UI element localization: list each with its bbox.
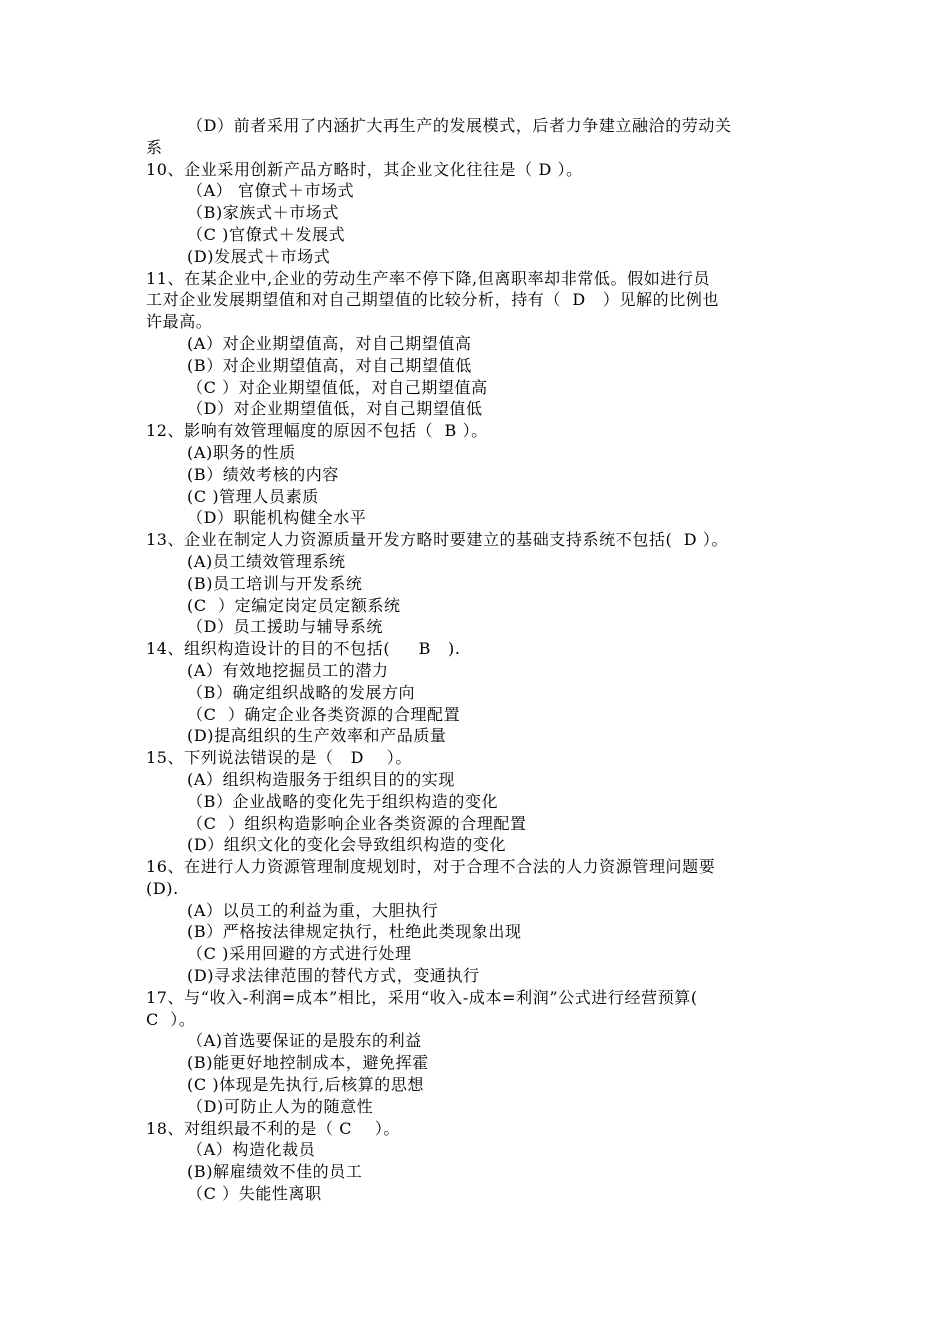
option-line: （C )采用回避的方式进行处理 xyxy=(187,944,412,964)
option-line: (B)能更好地控制成本，避免挥霍 xyxy=(187,1053,429,1073)
option-line: (C ）定编定岗定员定额系统 xyxy=(187,595,401,615)
question-line: 10、企业采用创新产品方略时，其企业文化往往是（ D ）。 xyxy=(146,159,583,179)
option-line: （C )官僚式＋发展式 xyxy=(187,224,346,244)
option-line: (A）对企业期望值高，对自己期望值高 xyxy=(187,333,472,353)
option-line: （C ）组织构造影响企业各类资源的合理配置 xyxy=(187,813,527,833)
option-line: (D)寻求法律范围的替代方式，变通执行 xyxy=(187,966,480,986)
question-line: 16、在进行人力资源管理制度规划时，对于合理不合法的人力资源管理问题要 xyxy=(146,857,716,877)
option-line: (C )管理人员素质 xyxy=(187,486,319,506)
question-line: 13、企业在制定人力资源质量开发方略时要建立的基础支持系统不包括( D ）。 xyxy=(146,530,729,550)
option-line: （C ）对企业期望值低，对自己期望值高 xyxy=(187,377,488,397)
option-line: （B）确定组织战略的发展方向 xyxy=(187,682,416,702)
option-line: （D）职能机构健全水平 xyxy=(187,508,367,528)
option-line: (A)员工绩效管理系统 xyxy=(187,551,346,571)
option-line: (B)解雇绩效不佳的员工 xyxy=(187,1162,363,1182)
document-body xyxy=(0,115,950,1205)
option-line: (A）以员工的利益为重，大胆执行 xyxy=(187,900,439,920)
option-line: （B)家族式＋市场式 xyxy=(187,203,340,223)
option-line: (B）对企业期望值高，对自己期望值低 xyxy=(187,355,472,375)
option-line: (A）组织构造服务于组织目的的实现 xyxy=(187,769,455,789)
continuation-line: (D). xyxy=(146,878,179,898)
option-line: (B）绩效考核的内容 xyxy=(187,464,340,484)
continuation-line: 工对企业发展期望值和对自己期望值的比较分析，持有（ D ）见解的比例也 xyxy=(146,290,720,310)
continuation-line: C ）。 xyxy=(146,1009,196,1029)
option-line: （D）前者采用了内涵扩大再生产的发展模式，后者力争建立融洽的劳动关 xyxy=(187,116,732,135)
option-line: （D)可防止人为的随意性 xyxy=(187,1096,374,1116)
question-line: 15、下列说法错误的是（ D ）。 xyxy=(146,748,412,768)
option-line: (A)职务的性质 xyxy=(187,442,296,462)
question-line: 18、对组织最不利的是（ C ）。 xyxy=(146,1118,401,1138)
option-line: （A）构造化裁员 xyxy=(187,1140,316,1160)
option-line: (C )体现是先执行,后核算的思想 xyxy=(187,1075,425,1095)
question-line: 11、在某企业中,企业的劳动生产率不停下降,但离职率却非常低。假如进行员 xyxy=(146,268,711,288)
continuation-line: 许最高。 xyxy=(146,312,213,332)
option-line: （D）员工援助与辅导系统 xyxy=(187,617,384,637)
option-line: （D）对企业期望值低，对自己期望值低 xyxy=(187,399,483,419)
option-line: (D)发展式＋市场式 xyxy=(187,246,331,266)
option-line: （C ）失能性离职 xyxy=(187,1184,322,1204)
option-line: （C ）确定企业各类资源的合理配置 xyxy=(187,704,461,724)
option-line: (A）有效地挖掘员工的潜力 xyxy=(187,660,389,680)
option-line: （A)首选要保证的是股东的利益 xyxy=(187,1031,422,1051)
option-line: （B）企业战略的变化先于组织构造的变化 xyxy=(187,791,499,811)
question-line: 12、影响有效管理幅度的原因不包括（ B ）。 xyxy=(146,421,488,441)
continuation-line: 系 xyxy=(146,137,163,157)
question-line: 14、组织构造设计的目的不包括( B ). xyxy=(146,639,461,659)
option-line: (B）严格按法律规定执行，杜绝此类现象出现 xyxy=(187,922,522,942)
option-line: (D）组织文化的变化会导致组织构造的变化 xyxy=(187,835,507,855)
option-line: (B)员工培训与开发系统 xyxy=(187,573,363,593)
option-line: （A） 官僚式＋市场式 xyxy=(187,181,355,201)
option-line: (D)提高组织的生产效率和产品质量 xyxy=(187,726,447,746)
question-line: 17、与“收入-利润=成本”相比，采用“收入-成本=利润”公式进行经营预算( xyxy=(146,987,698,1007)
